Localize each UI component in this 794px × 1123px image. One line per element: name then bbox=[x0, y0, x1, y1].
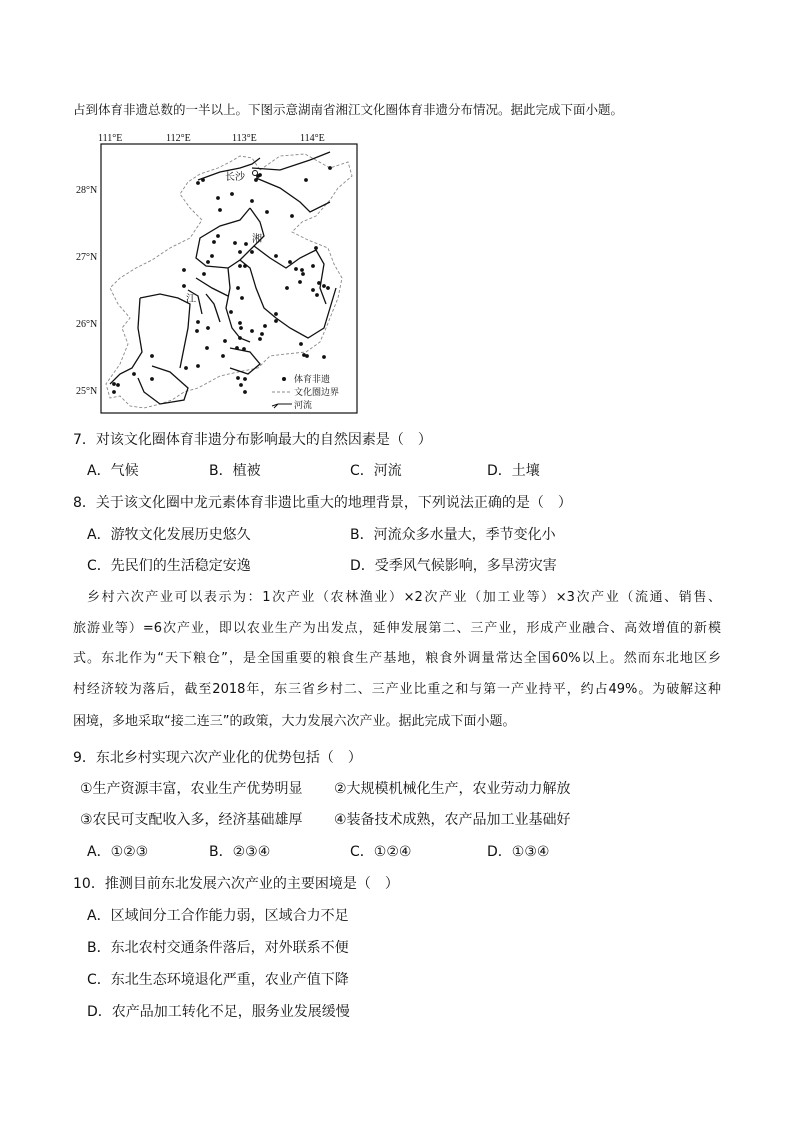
map-legend bbox=[272, 373, 339, 411]
q10-option-d[interactable]: D．农产品加工转化不足，服务业发展缓慢 bbox=[87, 1004, 350, 1020]
heritage-dot bbox=[238, 336, 242, 340]
heritage-dot bbox=[290, 214, 294, 218]
heritage-dot bbox=[298, 280, 302, 284]
lon-label: 111°E bbox=[98, 133, 123, 144]
heritage-dot bbox=[196, 320, 200, 324]
heritage-dot bbox=[238, 264, 242, 268]
heritage-dot bbox=[311, 264, 315, 268]
heritage-dot bbox=[212, 240, 216, 244]
q9-option-c[interactable]: C．①②④ bbox=[350, 844, 412, 860]
lon-label: 113°E bbox=[232, 133, 257, 144]
heritage-dot bbox=[274, 312, 278, 316]
heritage-dot bbox=[202, 272, 206, 276]
heritage-dot bbox=[322, 284, 326, 288]
passage-line: 乡村六次产业可以表示为：1次产业（农林渔业）×2次产业（加工业等）×3次产业（流通、销售、 bbox=[87, 590, 721, 605]
lat-label: 28°N bbox=[76, 185, 98, 196]
rivers bbox=[110, 152, 336, 404]
passage-line: 困境，多地采取“接二连三”的政策，大力发展六次产业。据此完成下面小题。 bbox=[73, 714, 516, 729]
heritage-dot bbox=[326, 286, 330, 290]
heritage-dot bbox=[240, 296, 244, 300]
heritage-dot bbox=[258, 173, 262, 177]
intro-line: 占到体育非遗总数的一半以上。下图示意湖南省湘江文化圈体育非遗分布情况。据此完成下面小题。 bbox=[73, 102, 624, 117]
heritage-dot bbox=[112, 382, 116, 386]
heritage-dot bbox=[236, 376, 240, 380]
heritage-dots bbox=[112, 166, 332, 394]
heritage-dot bbox=[260, 332, 264, 336]
heritage-dot bbox=[243, 377, 247, 381]
q9-option-a[interactable]: A．①②③ bbox=[87, 844, 149, 860]
q9-statement-3: ③农民可支配收入多，经济基础雄厚 bbox=[80, 812, 303, 828]
heritage-dot bbox=[150, 377, 154, 381]
heritage-dot bbox=[150, 354, 154, 358]
heritage-dot bbox=[301, 272, 305, 276]
heritage-dot bbox=[184, 366, 188, 370]
heritage-dot bbox=[206, 260, 210, 264]
heritage-dot bbox=[322, 355, 326, 359]
q9-statement-2: ②大规模机械化生产，农业劳动力解放 bbox=[334, 781, 571, 797]
q10-stem: 10．推测目前东北发展六次产业的主要困境是（ ） bbox=[73, 876, 399, 892]
passage-line: 旅游业等）=6次产业，即以农业生产为出发点，延伸发展第二、三产业，形成产业融合、高效增值的新模 bbox=[73, 621, 721, 636]
heritage-dot bbox=[315, 293, 319, 297]
heritage-dot bbox=[304, 178, 308, 182]
place-label-jiang: 江 bbox=[186, 294, 196, 305]
lon-label: 112°E bbox=[166, 133, 191, 144]
q8-stem: 8．关于该文化圈中龙元素体育非遗比重大的地理背景，下列说法正确的是（ ） bbox=[73, 495, 572, 511]
heritage-dot bbox=[274, 319, 278, 323]
q7-option-a[interactable]: A．气候 bbox=[87, 463, 139, 479]
heritage-dot bbox=[182, 268, 186, 272]
heritage-dot bbox=[263, 324, 267, 328]
q9-option-d[interactable]: D．①③④ bbox=[487, 844, 550, 860]
heritage-dot bbox=[258, 337, 262, 341]
legend-heritage: 体育非遗 bbox=[294, 375, 331, 385]
heritage-dot bbox=[302, 353, 306, 357]
heritage-dot bbox=[216, 196, 220, 200]
hunan-xiang-culture-map bbox=[76, 128, 370, 418]
q8-option-a[interactable]: A．游牧文化发展历史悠久 bbox=[87, 527, 251, 543]
q8-option-d[interactable]: D．受季风气候影响，多旱涝灾害 bbox=[350, 558, 557, 574]
heritage-dot bbox=[285, 286, 289, 290]
heritage-dot bbox=[201, 178, 205, 182]
q8-option-b[interactable]: B．河流众多水量大，季节变化小 bbox=[350, 527, 556, 543]
heritage-dot bbox=[182, 284, 186, 288]
legend-river: 河流 bbox=[294, 401, 313, 411]
heritage-dot bbox=[238, 321, 242, 325]
passage-line: 式。东北作为“天下粮仓”，是全国重要的粮食生产基地，粮食外调量常达全国60%以上。然而东北地区乡 bbox=[73, 651, 721, 666]
heritage-dot bbox=[250, 250, 254, 254]
heritage-dot bbox=[196, 364, 200, 368]
heritage-dot bbox=[274, 254, 278, 258]
place-label-changsha: 长沙 bbox=[225, 172, 245, 183]
heritage-dot bbox=[229, 310, 233, 314]
heritage-dot bbox=[299, 342, 303, 346]
q7-option-c[interactable]: C．河流 bbox=[350, 463, 402, 479]
heritage-dot bbox=[328, 166, 332, 170]
heritage-dot bbox=[254, 178, 258, 182]
heritage-dot bbox=[311, 288, 315, 292]
lat-label: 26°N bbox=[76, 319, 98, 330]
q7-option-d[interactable]: D．土壤 bbox=[487, 463, 540, 479]
passage-line: 村经济较为落后，截至2018年，东三省乡村二、三产业比重之和与第一产业持平，约占49%。为破解这种 bbox=[73, 682, 721, 697]
heritage-dot bbox=[300, 268, 304, 272]
q9-statement-4: ④装备技术成熟，农产品加工业基础好 bbox=[334, 812, 571, 828]
q7-option-b[interactable]: B．植被 bbox=[209, 463, 261, 479]
heritage-dot bbox=[132, 372, 136, 376]
lat-label: 25°N bbox=[76, 386, 98, 397]
heritage-dot bbox=[205, 346, 209, 350]
heritage-dot bbox=[236, 286, 240, 290]
q10-option-b[interactable]: B．东北农村交通条件落后，对外联系不便 bbox=[87, 940, 349, 956]
heritage-dot bbox=[244, 242, 248, 246]
heritage-dot bbox=[230, 192, 234, 196]
heritage-dot bbox=[239, 383, 243, 387]
lat-label: 27°N bbox=[76, 252, 98, 263]
heritage-dot bbox=[221, 354, 225, 358]
heritage-dot bbox=[250, 199, 254, 203]
heritage-dot bbox=[112, 390, 116, 394]
q9-statement-1: ①生产资源丰富，农业生产优势明显 bbox=[80, 781, 303, 797]
heritage-dot bbox=[218, 208, 222, 212]
heritage-dot bbox=[243, 264, 247, 268]
heritage-dot bbox=[210, 254, 214, 258]
place-label-xiang: 湘 bbox=[252, 234, 262, 245]
q7-stem: 7．对该文化圈体育非遗分布影响最大的自然因素是（ ） bbox=[73, 432, 432, 448]
q8-option-c[interactable]: C．先民们的生活稳定安逸 bbox=[87, 558, 251, 574]
heritage-dot bbox=[239, 326, 243, 330]
heritage-dot bbox=[206, 326, 210, 330]
changsha-marker bbox=[253, 171, 258, 176]
heritage-dot bbox=[250, 329, 254, 333]
legend-dot-icon bbox=[282, 377, 286, 381]
heritage-dot bbox=[233, 241, 237, 245]
heritage-dot bbox=[242, 347, 246, 351]
heritage-dot bbox=[116, 383, 120, 387]
q10-option-c[interactable]: C．东北生态环境退化严重，农业产值下降 bbox=[87, 972, 349, 988]
heritage-dot bbox=[196, 181, 200, 185]
q9-stem: 9．东北乡村实现六次产业化的优势包括（ ） bbox=[73, 750, 362, 766]
legend-river-icon bbox=[272, 404, 292, 408]
q9-option-b[interactable]: B．②③④ bbox=[209, 844, 271, 860]
heritage-dot bbox=[314, 246, 318, 250]
heritage-dot bbox=[288, 260, 292, 264]
heritage-dot bbox=[223, 339, 227, 343]
q10-option-a[interactable]: A．区域间分工合作能力弱，区域合力不足 bbox=[87, 908, 349, 924]
heritage-dot bbox=[294, 267, 298, 271]
heritage-dot bbox=[238, 250, 242, 254]
heritage-dot bbox=[317, 281, 321, 285]
heritage-dot bbox=[235, 346, 239, 350]
heritage-dot bbox=[216, 234, 220, 238]
heritage-dot bbox=[195, 329, 199, 333]
heritage-dot bbox=[243, 390, 247, 394]
legend-boundary: 文化圈边界 bbox=[294, 388, 340, 398]
lon-label: 114°E bbox=[300, 133, 325, 144]
heritage-dot bbox=[265, 210, 269, 214]
